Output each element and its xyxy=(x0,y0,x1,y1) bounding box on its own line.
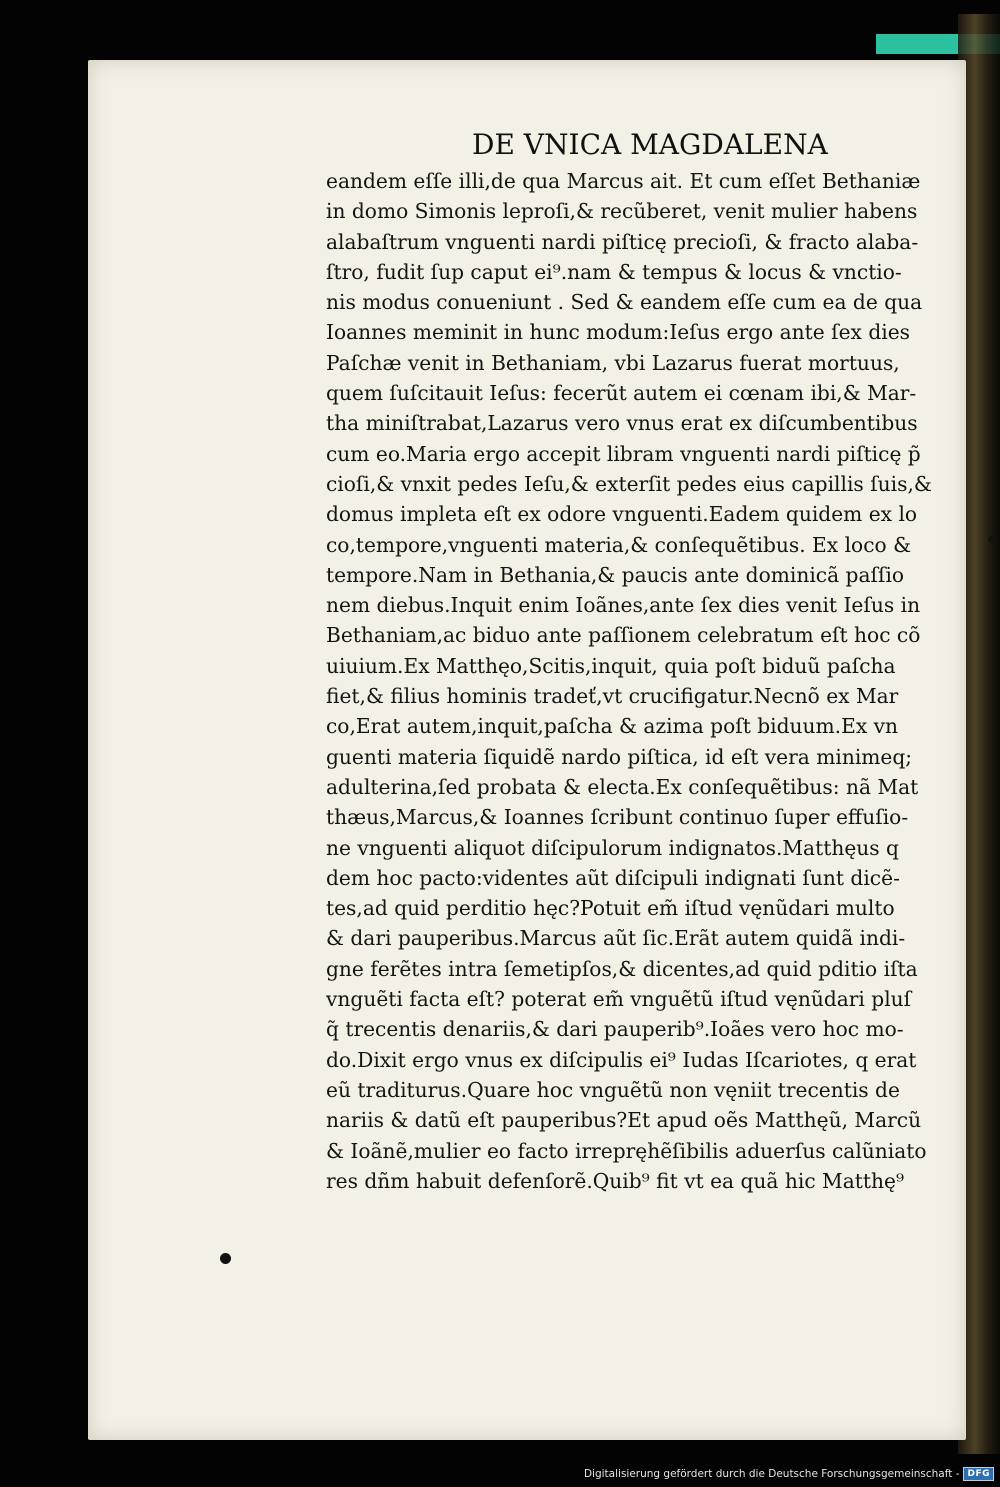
text-line: nem diebus.Inquit enim Ioãnes,ante ſex dies venit Ieſus in xyxy=(326,593,921,618)
text-line: Bethaniam,ac biduo ante paſſionem celebratum eſt hoc cõ xyxy=(326,623,921,648)
text-line: tempore.Nam in Bethania,& paucis ante dominicã paſſio xyxy=(326,562,905,587)
ink-dot xyxy=(220,1253,231,1264)
text-line: & Ioãnẽ,mulier eo facto irrepręhẽſibilis aduerſus calũniato xyxy=(326,1138,927,1163)
text-line: cum eo.Maria ergo accepit libram vnguenti nardi piſticę p̃ xyxy=(326,441,921,466)
text-line: cioſi,& vnxit pedes Ieſu,& exterſit pedes eius capillis ſuis,& xyxy=(326,471,932,496)
text-line: q̃ trecentis denariis,& dari pauperib⁹.Ioães vero hoc mo- xyxy=(326,1017,904,1042)
text-line: eandem eſſe illi,de qua Marcus ait. Et cum eſſet Bethaniæ xyxy=(326,169,921,193)
text-line: ne vnguenti aliquot diſcipulorum indignatos.Matthęus q xyxy=(326,835,899,860)
text-line: res dñm habuit defenſorẽ.Quib⁹ fit vt ea quã hic Matthę⁹ xyxy=(326,1168,905,1193)
text-line: vnguẽti facta eſt? poterat em̃ vnguẽtũ iſtud vęnũdari pluſ xyxy=(326,987,912,1012)
text-block xyxy=(326,166,938,1196)
ink-dot xyxy=(988,536,995,543)
text-line: gne ferẽtes intra ſemetipſos,& dicentes,ad quid pditio iſta xyxy=(326,956,918,981)
text-line: co,Erat autem,inquit,paſcha & azima poſt biduum.Ex vn xyxy=(326,714,899,739)
text-line: co,tempore,vnguenti materia,& conſequẽtibus. Ex loco & xyxy=(326,532,912,557)
text-line: quem ſuſcitauit Ieſus: fecerũt autem ei cœnam ibi,& Mar- xyxy=(326,381,917,406)
text-line: Ioannes meminit in hunc modum:Ieſus ergo ante ſex dies xyxy=(326,320,911,345)
text-line: Paſchæ venit in Bethaniam, vbi Lazarus fuerat mortuus, xyxy=(326,350,900,375)
text-line: nis modus conueniunt . Sed & eandem eſſe cum ea de qua xyxy=(326,290,923,315)
text-line: eũ traditurus.Quare hoc vnguẽtũ non vęniit trecentis de xyxy=(326,1077,900,1102)
text-line: fiet,& filius hominis tradeť,vt crucifigatur.Necnõ ex Mar xyxy=(326,684,899,709)
text-line: ſtro, fudit ſup caput ei⁹.nam & tempus & locus & vnctio- xyxy=(326,259,902,284)
digitization-footer xyxy=(584,1467,994,1481)
text-line: alabaſtrum vnguenti nardi piſticę precioſi, & fracto alaba- xyxy=(326,229,919,254)
dfg-logo: DFG xyxy=(963,1467,994,1481)
text-line: in domo Simonis leproſi,& recũberet, venit mulier habens xyxy=(326,199,918,224)
text-line: & dari pauperibus.Marcus aũt ſic.Erãt autem quidã indi- xyxy=(326,926,906,951)
text-line: domus impleta eſt ex odore vnguenti.Eadem quidem ex lo xyxy=(326,502,918,527)
text-line: tes,ad quid perditio hęc?Potuit em̃ iſtud vęnũdari multo xyxy=(326,896,895,921)
text-line: do.Dixit ergo vnus ex diſcipulis ei⁹ Iudas Iſcariotes, q erat xyxy=(326,1047,917,1072)
text-line: tha miniſtrabat,Lazarus vero vnus erat ex diſcumbentibus xyxy=(326,411,918,436)
running-head: DE VNICA MAGDALENA xyxy=(472,128,828,161)
text-line: dem hoc pacto:videntes aũt diſcipuli indignati ſunt dicẽ- xyxy=(326,865,900,890)
text-line: adulterina,ſed probata & electa.Ex conſequẽtibus: nã Mat xyxy=(326,774,919,799)
text-line: nariis & datũ eſt pauperibus?Et apud oẽs Matthęũ, Marcũ xyxy=(326,1108,922,1133)
text-line: thæus,Marcus,& Ioannes ſcribunt continuo ſuper effuſio- xyxy=(326,805,909,830)
text-line: guenti materia ſiquidẽ nardo piſtica, id eſt vera minimeq; xyxy=(326,744,913,769)
text-line: uiuium.Ex Matthęo,Scitis,inquit, quia poſt biduũ paſcha xyxy=(326,653,896,678)
funding-credit: Digitalisierung gefördert durch die Deutsche Forschungsgemeinschaft - xyxy=(583,1468,960,1480)
